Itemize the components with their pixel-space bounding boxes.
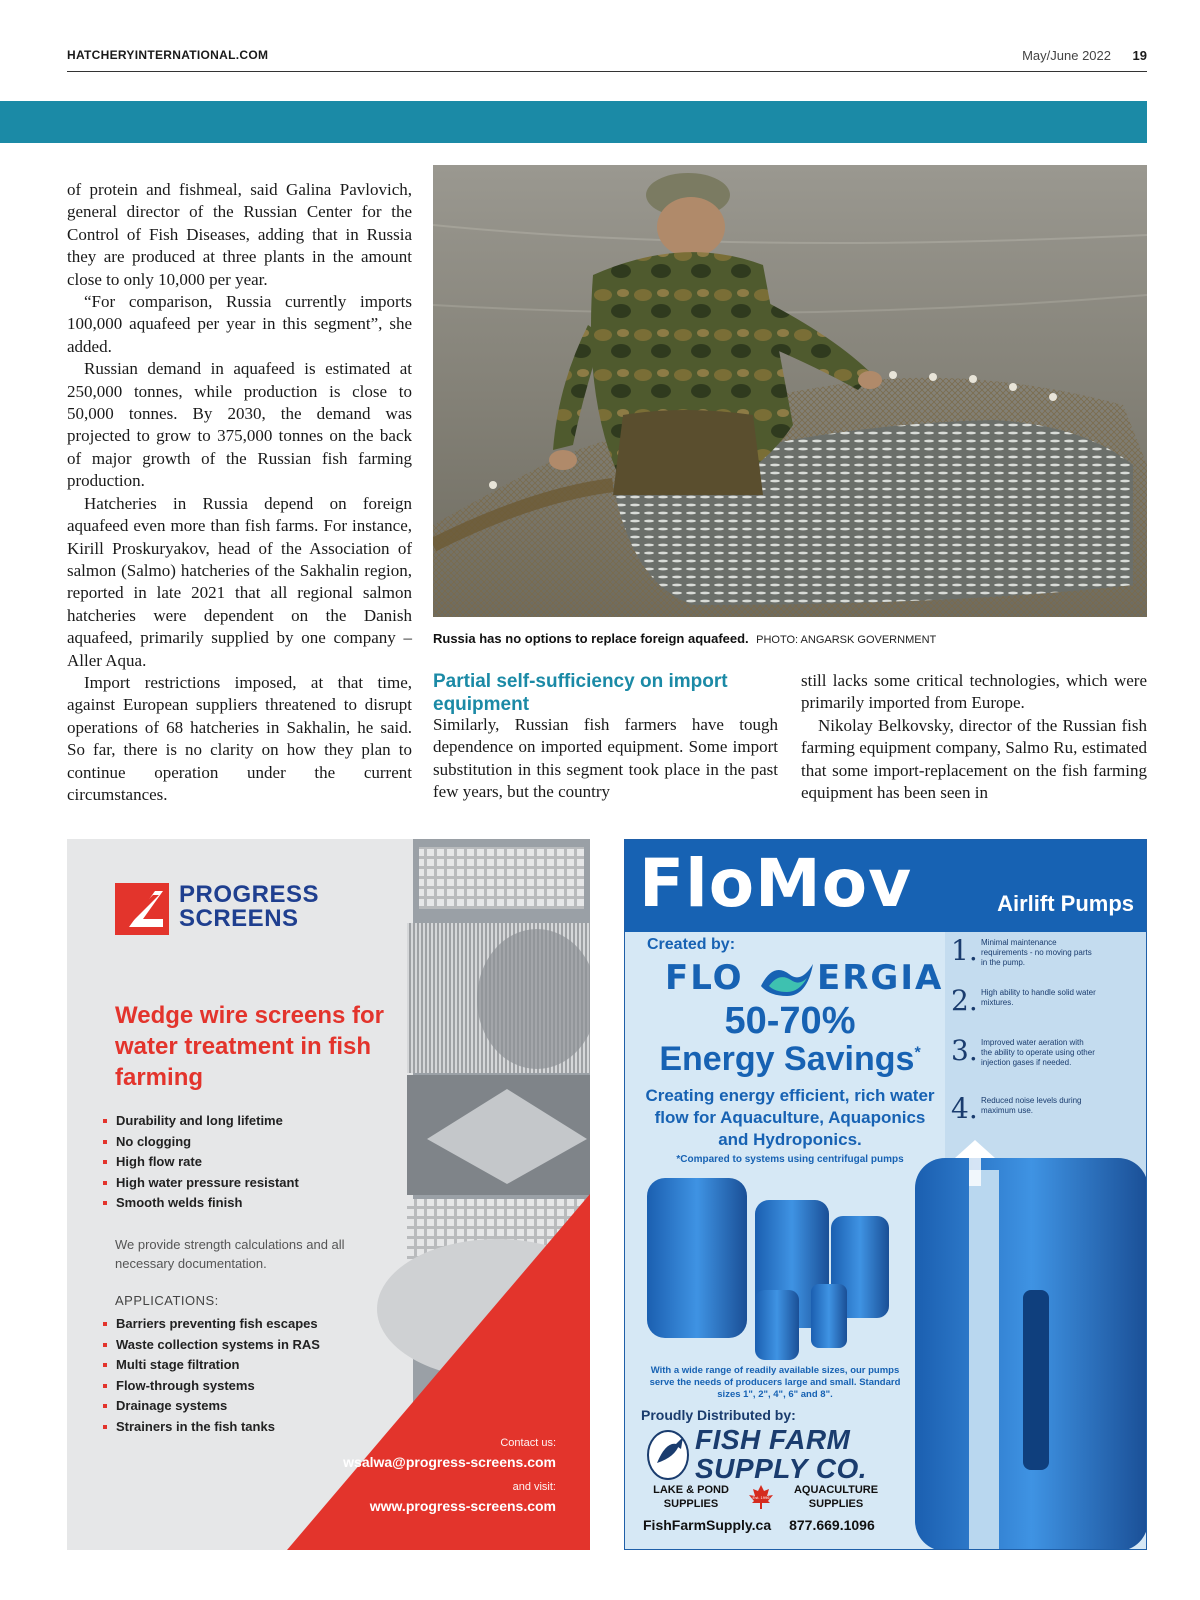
feature-list (951, 934, 1141, 1142)
flomov-brand: FloMov (639, 845, 913, 922)
wave-icon (755, 956, 819, 1004)
distributor-website[interactable]: FishFarmSupply.ca (643, 1517, 772, 1533)
progress-screens-logo (115, 883, 365, 935)
article-column-left (67, 179, 412, 806)
contact-label: Contact us: (500, 1437, 556, 1449)
list-item: Smooth welds finish (103, 1193, 383, 1214)
caption-text: Russia has no options to replace foreign aquafeed. (433, 631, 749, 646)
section-bar (0, 101, 1147, 143)
flo-right: ERGIA (817, 958, 944, 998)
feature-text: High ability to handle solid water mixtures. (981, 988, 1096, 1007)
page-header (67, 48, 1147, 72)
feature-number: 2. (951, 984, 978, 1017)
flomov-ad[interactable] (624, 839, 1147, 1550)
maple-leaf-icon (747, 1483, 775, 1511)
creating-text: Creating energy efficient, rich water flow for Aquaculture, Aquaponics and Hydroponics. (645, 1086, 935, 1149)
energy-savings (640, 1040, 940, 1079)
page-number: 19 (1132, 48, 1147, 63)
paragraph: Similarly, Russian fish farmers have tough dependence on imported equipment. Some import substitution in this segment took place in the past few years, but the country (433, 715, 778, 802)
created-by-label: Created by: (647, 936, 736, 953)
paragraph: of protein and fishmeal, said Galina Pavlovich, general director of the Russian Center for the Control of Fish Diseases, adding that in Russia they are produced at three plants in the amount close to only 10,000 per year. (67, 180, 412, 289)
distributor-phone[interactable]: 877.669.1096 (789, 1517, 875, 1533)
fish-icon (645, 1429, 691, 1481)
est-label: Est. 1996 (752, 1495, 770, 1500)
lake-pond-supplies: LAKE & POND SUPPLIES (653, 1484, 729, 1510)
ad-headline: Wedge wire screens for water treatment in fish farming (115, 1002, 384, 1091)
site-name: HATCHERYINTERNATIONAL.COM (67, 48, 269, 62)
paragraph: Nikolay Belkovsky, director of the Russian fish farming equipment company, Salmo Ru, estimated that some import-replacement on the fish farming equipment has been seen in (801, 715, 1147, 803)
paragraph: still lacks some critical technologies, which were primarily imported from Europe. (801, 671, 1147, 713)
photo-credit: PHOTO: ANGARSK GOVERNMENT (756, 634, 937, 646)
compared-note: *Compared to systems using centrifugal pumps (676, 1154, 904, 1165)
applications-title: APPLICATIONS: (115, 1293, 219, 1308)
paragraph: Russian demand in aquafeed is estimated at 250,000 tonnes, while production is close to 50,000 tonnes. By 2030, the demand was projected to grow to 375,000 tonnes on the back of major growth of the Russian fish farming production. (67, 359, 412, 491)
range-text: With a wide range of readily available sizes, our pumps serve the needs of producers large and small. Standard sizes 1", 2", 4", 6" and 8". (649, 1365, 901, 1400)
article-photo (433, 165, 1147, 617)
aquaculture-supplies: AQUACULTURE SUPPLIES (793, 1484, 879, 1510)
progress-screens-ad[interactable] (67, 839, 590, 1550)
list-item: Drainage systems (103, 1396, 403, 1417)
feature-number: 1. (951, 934, 978, 967)
visit-label: and visit: (512, 1481, 556, 1493)
article-column-right (801, 670, 1147, 804)
list-item: Waste collection systems in RAS (103, 1335, 403, 1356)
list-item: Barriers preventing fish escapes (103, 1314, 403, 1335)
distributor-contact (643, 1517, 875, 1533)
applications-list (103, 1314, 403, 1437)
brand-line-2: SCREENS (179, 905, 299, 932)
calc-text: We provide strength calculations and all necessary documentation. (115, 1237, 345, 1271)
paragraph: “For comparison, Russia currently imports 100,000 aquafeed per year in this segment”, she added. (67, 292, 412, 356)
feature-number: 4. (951, 1092, 978, 1125)
subheading: Partial self-sufficiency on import equipment (433, 671, 728, 715)
photo-caption (433, 630, 1147, 648)
contact-block (343, 1436, 556, 1524)
energy-text: Energy Savings (659, 1040, 915, 1078)
paragraph: Hatcheries in Russia depend on foreign aquafeed even more than fish farms. For instance, Kirill Proskuryakov, head of the Association of salmon (Salmo) hatcheries of the Sakhalin region, reported in late 2021 that all regional salmon hatcheries were dependent on the Danish aquafeed, primarily supplied by one company – Aller Aqua. (67, 493, 412, 670)
list-item: High water pressure resistant (103, 1173, 383, 1194)
brand-line-1: PROGRESS (179, 881, 320, 908)
list-item: Flow-through systems (103, 1376, 403, 1397)
distributor-line-1: FISH FARM (695, 1424, 851, 1455)
feature-item (951, 1092, 1141, 1142)
distributor-name (695, 1425, 867, 1483)
feature-number: 3. (951, 1034, 978, 1067)
paragraph: Import restrictions imposed, at that time, against European suppliers threatened to disrupt operations of 68 hatcheries in Sakhalin, he said. So far, there is no clarity on how they plan to continue operation under the current circumstances. (67, 672, 412, 804)
distributor-label: Proudly Distributed by: (641, 1407, 796, 1423)
list-item: Strainers in the fish tanks (103, 1417, 403, 1438)
feature-item (951, 1034, 1141, 1092)
website-link[interactable]: www.progress-screens.com (369, 1498, 556, 1514)
list-item: No clogging (103, 1132, 383, 1153)
email-link[interactable]: wsalwa@progress-screens.com (343, 1454, 556, 1470)
list-item: High flow rate (103, 1152, 383, 1173)
feature-text: Reduced noise levels during maximum use. (981, 1096, 1082, 1115)
distributor-line-2: SUPPLY CO. (695, 1453, 868, 1484)
feature-list (103, 1111, 383, 1214)
logo-mark-icon (115, 883, 169, 935)
issue-date: May/June 2022 (1022, 48, 1111, 63)
supplies-row (641, 1483, 891, 1513)
flo-left: FLO (665, 958, 744, 998)
brand-subtitle: Airlift Pumps (997, 891, 1134, 916)
footnote-mark: * (914, 1044, 921, 1062)
savings-percent: 50-70% (724, 1000, 856, 1042)
article-column-middle (433, 714, 778, 804)
feature-text: Improved water aeration with the ability to operate using other injection gases if needed. (981, 1038, 1095, 1067)
list-item: Durability and long lifetime (103, 1111, 383, 1132)
feature-item (951, 984, 1141, 1034)
feature-item (951, 934, 1141, 984)
brand-name (179, 883, 319, 931)
fish-net-photo (433, 165, 1147, 617)
list-item: Multi stage filtration (103, 1355, 403, 1376)
feature-text: Minimal maintenance requirements - no moving parts in the pump. (981, 938, 1092, 967)
fish-farm-supply-logo (645, 1425, 893, 1483)
